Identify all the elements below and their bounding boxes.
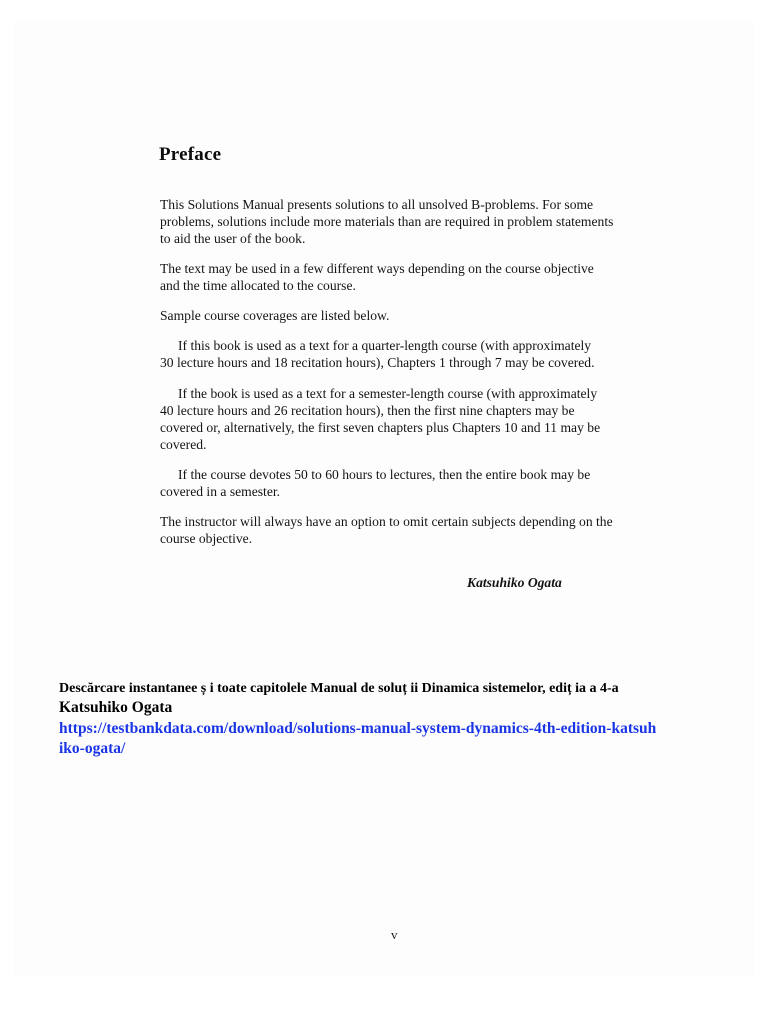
paragraph-text: The instructor will always have an option to omit certain subjects depending on the course objective. [160, 514, 613, 546]
paragraph-instructor-option [160, 513, 650, 547]
author-signature: Katsuhiko Ogata [467, 575, 562, 590]
paragraph-text: If this book is used as a text for a quarter-length course (with approximately 30 lecture hours and 18 recitation hours), Chapters 1 through 7 may be covered. [160, 338, 595, 370]
paragraph-usage [160, 260, 650, 294]
paragraph-quarter-course [160, 337, 650, 371]
download-promo [59, 679, 724, 759]
paragraph-text: If the course devotes 50 to 60 hours to lectures, then the entire book may be covered in a semester. [160, 467, 591, 499]
promo-author: Katsuhiko Ogata [59, 699, 173, 716]
paragraph-full-book [160, 466, 650, 500]
promo-description: Descărcare instantanee ș i toate capitolele Manual de soluț ii Dinamica sistemelor, ediț ia a 4-a [59, 681, 619, 696]
page-title: Preface [159, 144, 222, 165]
page-number: v [391, 927, 398, 942]
paragraph-intro [160, 196, 650, 247]
paragraph-text: This Solutions Manual presents solutions to all unsolved B-problems. For some problems, solutions include more materials than are required in problem statements to aid the user of the book. [160, 197, 614, 246]
paragraph-text: If the book is used as a text for a semester-length course (with approximately 40 lecture hours and 26 recitation hours), then the first nine chapters may be covered or, alternatively, the first seven chapters plus Chapters 10 and 11 may be covered. [160, 386, 601, 452]
paragraph-semester-course [160, 385, 650, 453]
download-link[interactable]: https://testbankdata.com/download/solutions-manual-system-dynamics-4th-edition-katsuh iko-ogata/ [59, 720, 657, 757]
paragraph-text: Sample course coverages are listed below. [160, 308, 390, 323]
paragraph-coverages [160, 307, 650, 324]
paragraph-text: The text may be used in a few different ways depending on the course objective and the time allocated to the course. [160, 261, 594, 293]
